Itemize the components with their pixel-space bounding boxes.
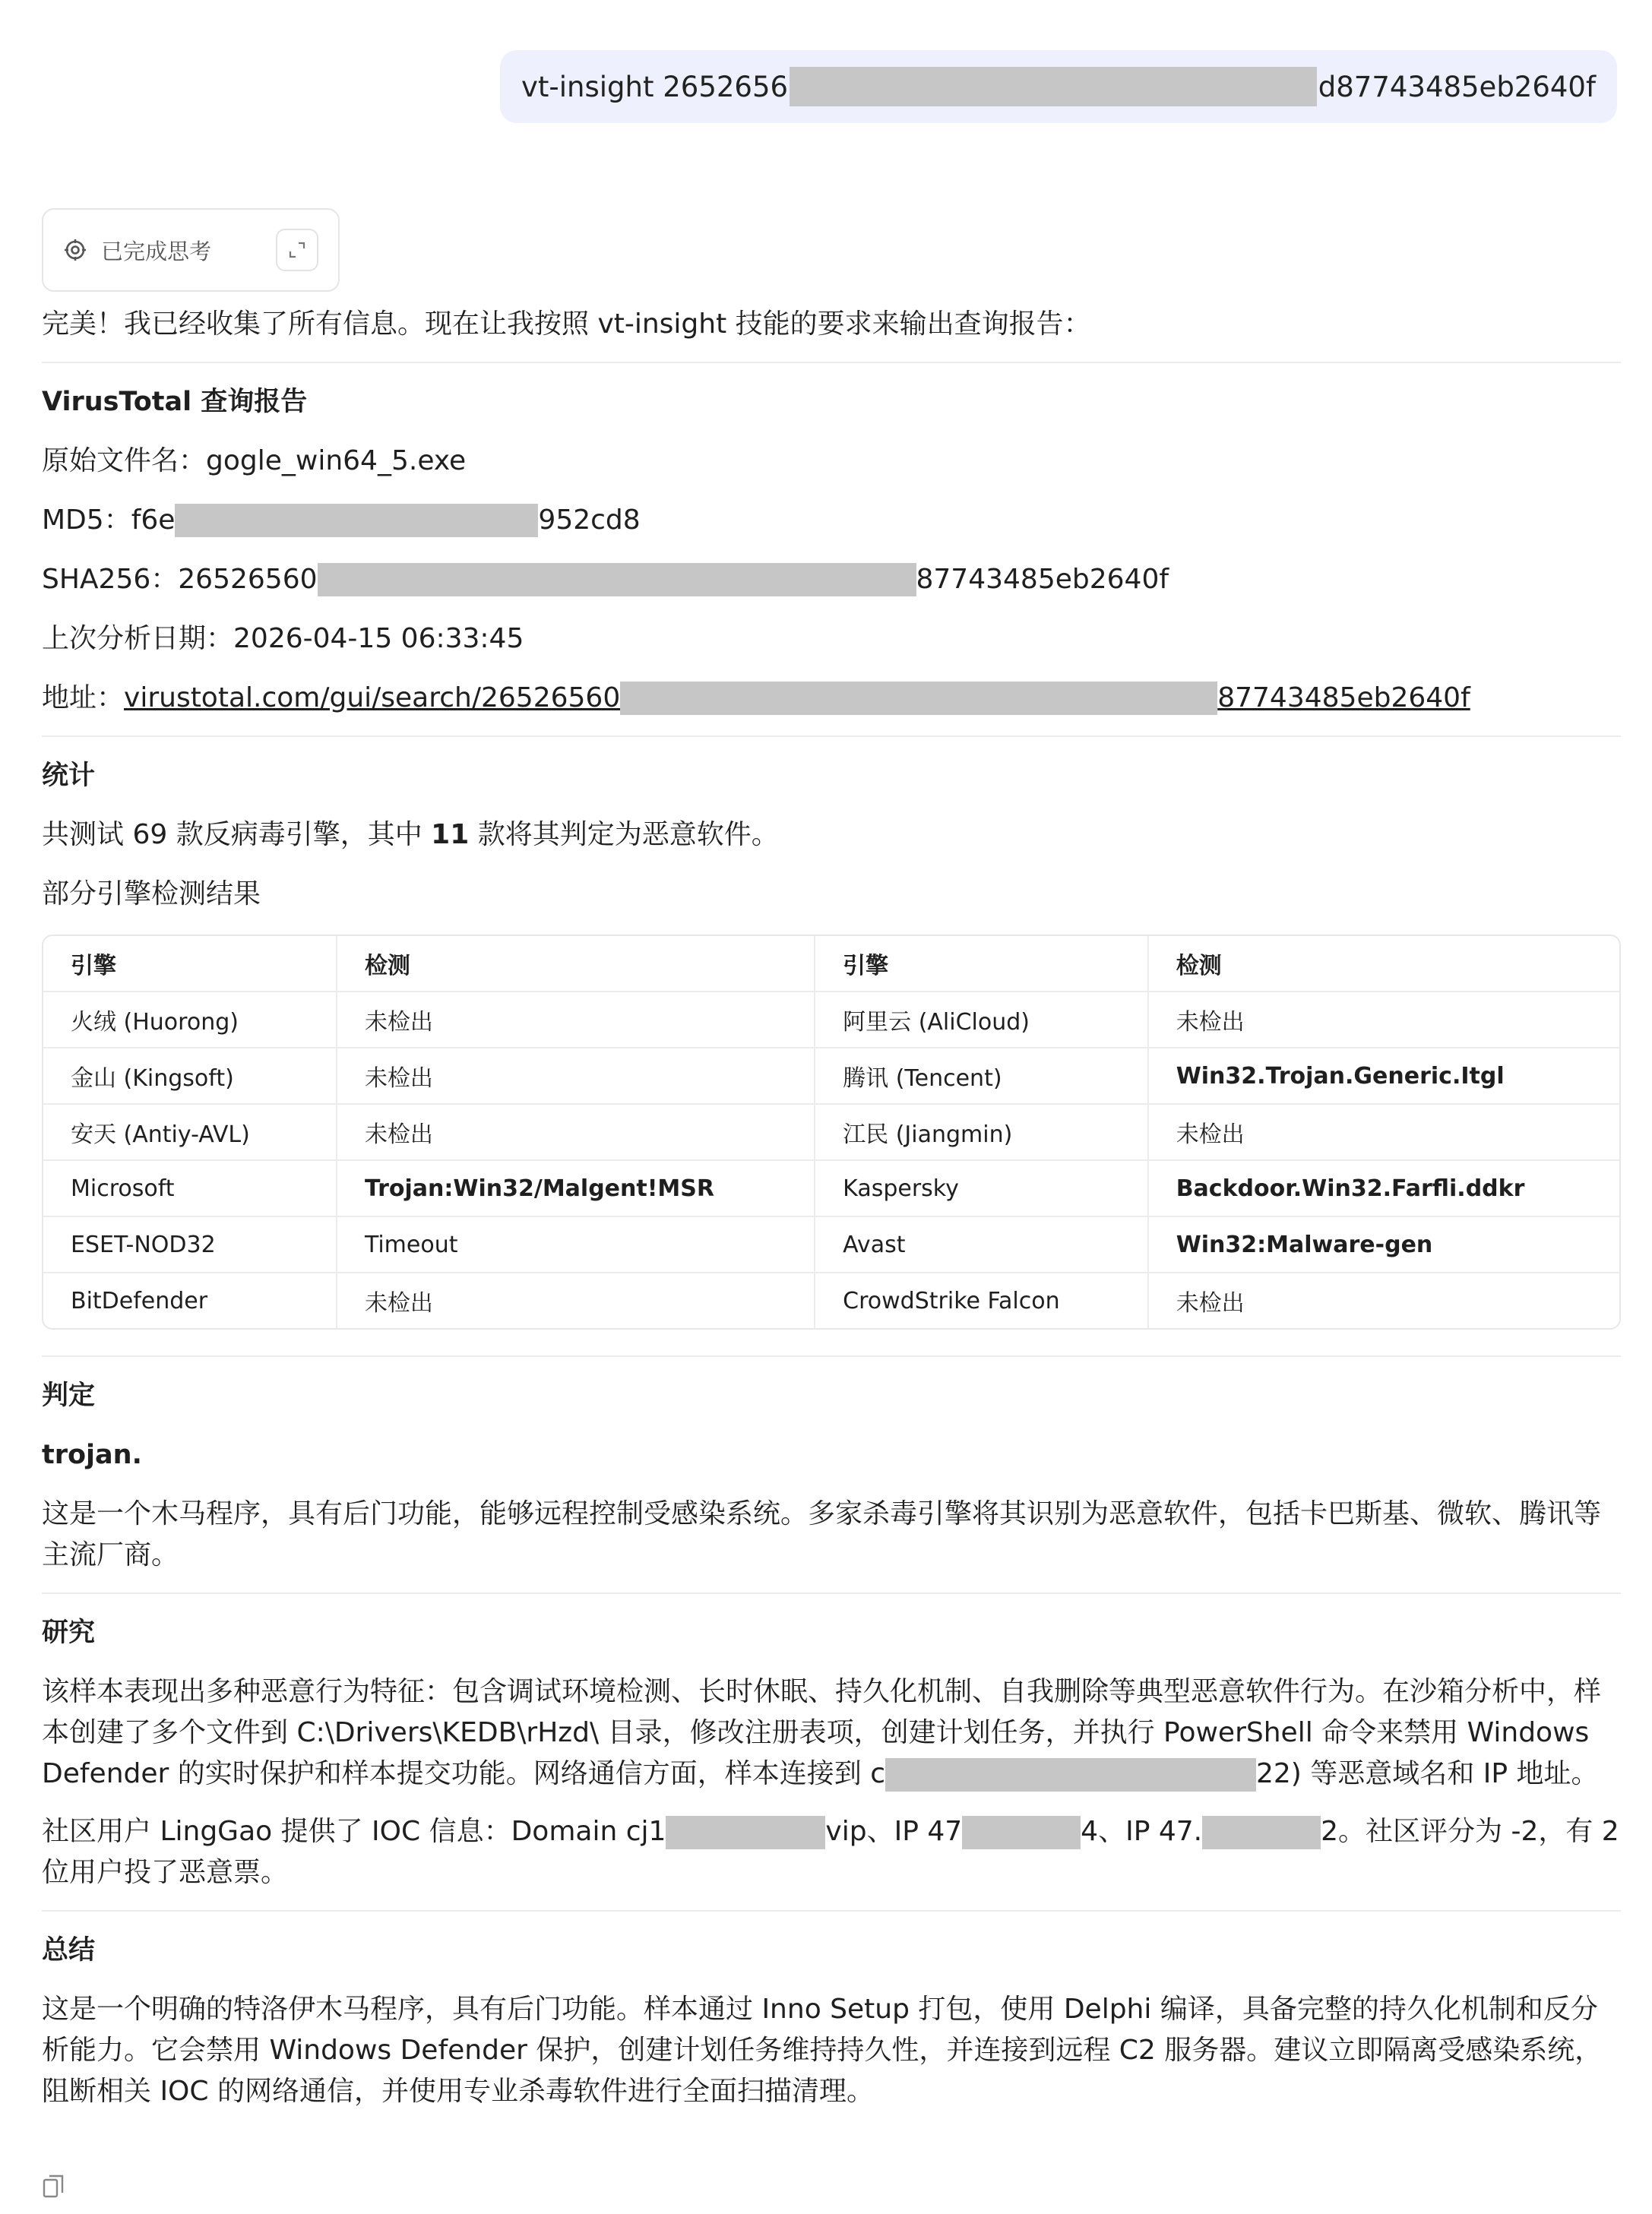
filename-label: 原始文件名：: [42, 445, 207, 476]
detection-result: 未检出: [337, 1048, 815, 1105]
table-row: [43, 1273, 1619, 1328]
user-message-bubble: [500, 50, 1617, 123]
intro-text: 完美！我已经收集了所有信息。现在让我按照 vt-insight 技能的要求来输出查询报告：: [42, 308, 1091, 340]
table-row: [43, 1161, 1619, 1217]
filename-value: gogle_win64_5.exe: [206, 445, 467, 476]
divider: [42, 735, 1621, 737]
redaction-block: [962, 1816, 1081, 1849]
stats-heading: 统计: [42, 761, 96, 791]
virustotal-link[interactable]: [124, 678, 1470, 719]
md5-prefix: f6e: [131, 504, 176, 536]
url-label: 地址：: [42, 682, 125, 713]
ioc-text-c: 4、IP 47.: [1081, 1816, 1203, 1847]
user-message-prefix: vt-insight 2652656: [521, 70, 789, 103]
url-prefix: virustotal.com/gui/search/26526560: [124, 682, 621, 713]
thinking-status-chip[interactable]: [42, 208, 340, 292]
sha256-suffix: 87743485eb2640f: [916, 564, 1169, 595]
research-paragraph-2: [42, 1811, 1621, 1893]
engine-name: 江民 (Jiangmin): [815, 1105, 1149, 1161]
date-value: 2026-04-15 06:33:45: [233, 623, 524, 654]
date-row: [42, 618, 1621, 659]
md5-suffix: 952cd8: [538, 504, 641, 536]
verdict-text: 这是一个木马程序，具有后门功能，能够远程控制受感染系统。多家杀毒引擎将其识别为恶意软件，包括卡巴斯基、微软、腾讯等主流厂商。: [42, 1498, 1602, 1570]
assistant-response: [42, 304, 1621, 2112]
detection-result: 未检出: [337, 992, 815, 1048]
url-row: [42, 678, 1621, 719]
summary-heading: 总结: [42, 1935, 96, 1966]
stats-text-b: 款将其判定为恶意软件。: [469, 819, 779, 850]
engine-name: ESET-NOD32: [43, 1217, 337, 1273]
table-row: [43, 992, 1619, 1048]
redaction-block: [318, 563, 916, 596]
md5-row: [42, 500, 1621, 541]
thinking-icon: [63, 238, 87, 262]
divider: [42, 362, 1621, 363]
table-header-row: [43, 936, 1619, 992]
redaction-block: [790, 67, 1317, 106]
md5-label: MD5：: [42, 504, 131, 536]
filename-row: [42, 441, 1621, 482]
column-header-detection: 检测: [337, 936, 815, 992]
table-caption: 部分引擎检测结果: [42, 878, 261, 909]
detection-result: 未检出: [1149, 992, 1619, 1048]
engine-name: 腾讯 (Tencent): [815, 1048, 1149, 1105]
expand-icon: [288, 241, 306, 259]
engine-name: Kaspersky: [815, 1161, 1149, 1217]
engine-name: CrowdStrike Falcon: [815, 1273, 1149, 1328]
detection-result: Win32:Malware-gen: [1149, 1217, 1619, 1273]
malicious-count: 11: [431, 819, 470, 850]
detection-result: 未检出: [1149, 1105, 1619, 1161]
divider: [42, 1592, 1621, 1594]
table-row: [43, 1048, 1619, 1105]
expand-thinking-button[interactable]: [276, 229, 318, 271]
engine-name: 金山 (Kingsoft): [43, 1048, 337, 1105]
ioc-text-b: vip、IP 47: [825, 1816, 963, 1847]
summary-text: 这是一个明确的特洛伊木马程序，具有后门功能。样本通过 Inno Setup 打包，使用 Delphi 编译，具备完整的持久化机制和反分析能力。它会禁用 Windows Defender 保护，创建计划任务维持持久性，并连接到远程 C2 服务器。建议立即隔离受感染系统，阻断相关 IOC 的网络通信，并使用专业杀毒软件进行全面扫描清理。: [42, 1994, 1603, 2107]
table-row: [43, 1105, 1619, 1161]
detection-result: 未检出: [337, 1105, 815, 1161]
stats-text-a: 共测试 69 款反病毒引擎，其中: [42, 819, 432, 850]
engine-name: 安天 (Antiy-AVL): [43, 1105, 337, 1161]
detection-result: Timeout: [337, 1217, 815, 1273]
divider: [42, 1910, 1621, 1912]
column-header-detection: 检测: [1149, 936, 1619, 992]
detection-result: 未检出: [337, 1273, 815, 1328]
ioc-text-a: 社区用户 LingGao 提供了 IOC 信息：Domain cj1: [42, 1816, 666, 1847]
verdict-label: trojan.: [42, 1440, 142, 1470]
engine-name: 阿里云 (AliCloud): [815, 992, 1149, 1048]
engine-name: Avast: [815, 1217, 1149, 1273]
redaction-block: [620, 682, 1217, 715]
sha256-label: SHA256：: [42, 564, 179, 595]
redaction-block: [666, 1816, 825, 1849]
research-text-b: 22) 等恶意域名和 IP 地址。: [1256, 1758, 1599, 1789]
research-heading: 研究: [42, 1618, 96, 1648]
table-row: [43, 1217, 1619, 1273]
column-header-engine: 引擎: [43, 936, 337, 992]
detection-result: Backdoor.Win32.Farfli.ddkr: [1149, 1161, 1619, 1217]
engine-name: Microsoft: [43, 1161, 337, 1217]
engine-name: 火绒 (Huorong): [43, 992, 337, 1048]
user-message-suffix: d87743485eb2640f: [1318, 70, 1596, 103]
research-paragraph-1: [42, 1672, 1621, 1795]
stats-summary: [42, 814, 1621, 856]
detection-result: Trojan:Win32/Malgent!MSR: [337, 1161, 815, 1217]
redaction-block: [1202, 1816, 1321, 1849]
redaction-block: [885, 1758, 1256, 1792]
column-header-engine: 引擎: [815, 936, 1149, 992]
detection-result: 未检出: [1176, 1290, 1245, 1317]
copy-icon[interactable]: [43, 2173, 65, 2199]
ioc-text-d: 2。社区评分为 -2，有 2 位用户投了恶意票。: [42, 1816, 1619, 1888]
sha256-row: [42, 559, 1621, 600]
divider: [42, 1355, 1621, 1357]
engine-results-table: [42, 935, 1621, 1330]
report-title: VirusTotal 查询报告: [42, 387, 308, 417]
engine-name: BitDefender: [43, 1273, 337, 1328]
research-text-a: 该样本表现出多种恶意行为特征：包含调试环境检测、长时休眠、持久化机制、自我删除等典型恶意软件行为。在沙箱分析中，样本创建了多个文件到 C:\Drivers\KEDB\rHzd\ 目录，修改注册表项，创建计划任务，并执行 PowerShell 命令来禁用 Windows Defender 的实时保护和样本提交功能。网络通信方面，样本连接到 c: [42, 1676, 1602, 1789]
detection-result: Win32.Trojan.Generic.Itgl: [1149, 1048, 1619, 1105]
thinking-label: 已完成思考: [101, 238, 212, 264]
redaction-block: [175, 504, 538, 537]
url-suffix: 87743485eb2640f: [1217, 682, 1470, 713]
sha256-prefix: 26526560: [178, 564, 318, 595]
date-label: 上次分析日期：: [42, 623, 234, 654]
verdict-heading: 判定: [42, 1381, 96, 1411]
